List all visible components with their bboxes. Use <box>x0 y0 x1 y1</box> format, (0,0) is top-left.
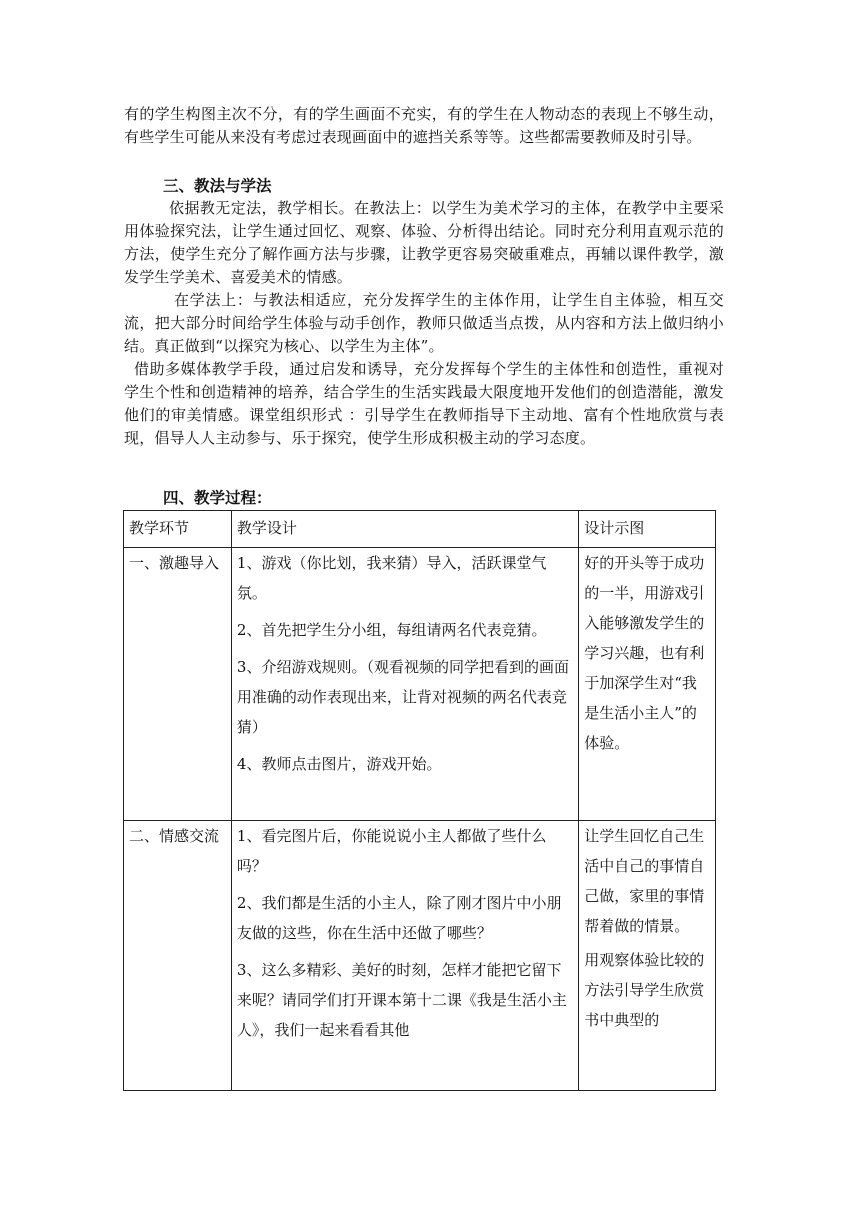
header-illustration: 设计示图 <box>579 511 716 548</box>
note-item: 让学生回忆自己生活中自己的事情自己做，家里的事情帮着做的情景。 <box>584 827 705 935</box>
illustration-note-cell <box>579 548 716 821</box>
design-item: 4、教师点击图片，游戏开始。 <box>236 755 442 773</box>
design-item: 3、介绍游戏规则。（观看视频的同学把看到的画面用准确的动作表现出来，让背对视频的两名代表竞猜） <box>236 658 569 736</box>
design-cell <box>231 821 578 1091</box>
table-header-row <box>124 511 716 548</box>
design-cell <box>231 548 578 821</box>
section-3-paragraph-2: 在学法上：与教法相适应，充分发挥学生的主体作用，让学生自主体验，相互交流，把大部分时间给学生体验与动手创作，教师只做适当点拨，从内容和方法上做归纳小结。真正做到“以探究为核心、以学生为主体”。 <box>124 291 724 355</box>
note-item: 用观察体验比较的方法引导学生欣赏书中典型的 <box>584 951 705 1029</box>
section-3-paragraph-1: 依据教无定法，教学相长。在教法上：以学生为美术学习的主体，在教学中主要采用体验探究法，让学生通过回忆、观察、体验、分析得出结论。同时充分利用直观示范的方法，使学生充分了解作画方法与步骤，让教学更容易突破重难点，再辅以课件教学，激发学生学美术、喜爱美术的情感。 <box>124 199 724 286</box>
note-item: 好的开头等于成功的一半，用游戏引入能够激发学生的学习兴趣，也有利于加深学生对“我是生活小主人”的体验。 <box>584 554 705 752</box>
design-item: 3、这么多精彩、美好的时刻，怎样才能把它留下来呢？请同学们打开课本第十二课《我是生活小主人》，我们一起来看看其他 <box>236 961 567 1039</box>
table-row <box>124 821 716 1091</box>
teaching-process-table <box>123 510 716 1091</box>
stage-cell: 一、激趣导入 <box>124 548 232 821</box>
design-item: 2、首先把学生分小组，每组请两名代表竞猜。 <box>236 621 547 639</box>
design-item: 1、看完图片后，你能说说小主人都做了些什么吗？ <box>236 827 547 875</box>
section-4-heading: 四、教学过程： <box>163 488 272 507</box>
illustration-note-cell <box>579 821 716 1091</box>
stage-cell: 二、情感交流 <box>124 821 232 1091</box>
table-row <box>124 548 716 821</box>
section-3-heading: 三、教法与学法 <box>163 176 272 195</box>
header-design: 教学设计 <box>231 511 578 548</box>
section-3-paragraph-3: 借助多媒体教学手段，通过启发和诱导，充分发挥每个学生的主体性和创造性，重视对学生个性和创造精神的培养，结合学生的生活实践最大限度地开发他们的创造潜能，激发他们的审美情感。课堂组织形式 ：引导学生在教师指导下主动地、富有个性地欣赏与表现，倡导人人主动参与、乐于探究，使学生形成积极主动的学习态度。 <box>124 360 724 447</box>
design-item: 2、我们都是生活的小主人，除了刚才图片中小朋友做的这些，你在生活中还做了哪些？ <box>236 894 562 942</box>
design-item: 1、游戏（你比划，我来猜）导入，活跃课堂气氛。 <box>236 554 547 602</box>
header-stage: 教学环节 <box>124 511 232 548</box>
intro-paragraph: 有的学生构图主次不分，有的学生画面不充实，有的学生在人物动态的表现上不够生动，有些学生可能从来没有考虑过表现画面中的遮挡关系等等。这些都需要教师及时引导。 <box>124 105 724 146</box>
